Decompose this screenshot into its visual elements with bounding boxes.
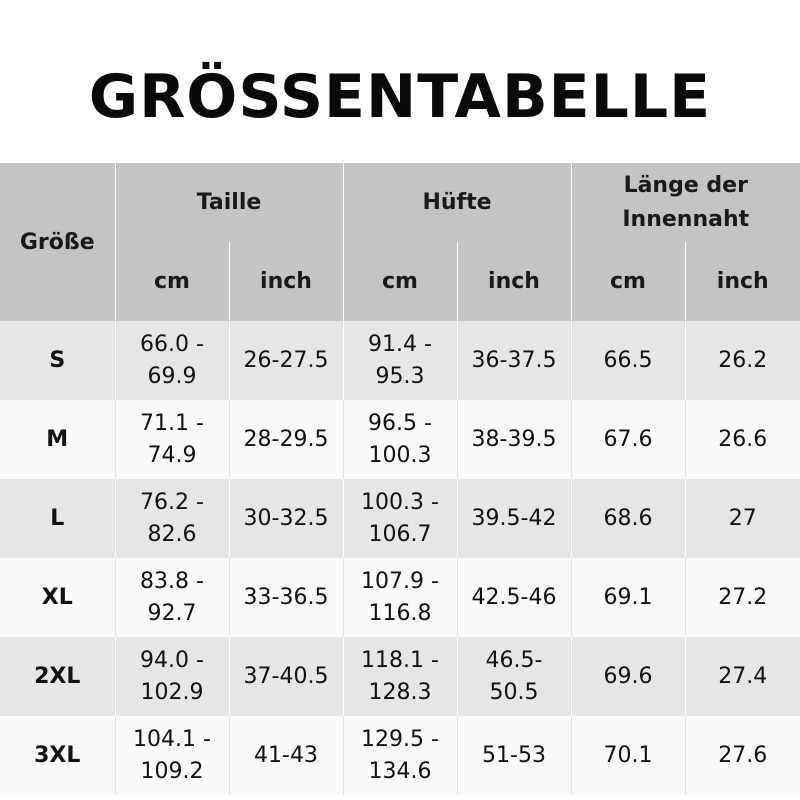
taille-cm-cell: 94.0 - 102.9: [115, 637, 229, 716]
laenge-cm-cell: 68.6: [571, 479, 685, 558]
header-group-label: Taille: [196, 189, 262, 215]
laenge-cm-cell: 69.1: [571, 558, 685, 637]
page-title: GRÖSSENTABELLE: [88, 62, 712, 132]
header-unit: cm: [571, 242, 685, 321]
table-row: [0, 321, 800, 400]
laenge-cm-cell: 66.5: [571, 321, 685, 400]
header-group-label-line2: Innennaht: [622, 206, 750, 232]
size-cell: M: [0, 400, 115, 479]
table-row: [0, 479, 800, 558]
laenge-inch-cell: 27.6: [685, 716, 800, 795]
header-group-laenge: [571, 163, 800, 242]
taille-inch-cell: 30-32.5: [229, 479, 343, 558]
table-row: [0, 637, 800, 716]
huefte-cm-cell: 91.4 - 95.3: [343, 321, 457, 400]
size-cell: 3XL: [0, 716, 115, 795]
laenge-inch-cell: 27.2: [685, 558, 800, 637]
taille-cm-cell: 71.1 - 74.9: [115, 400, 229, 479]
size-cell: S: [0, 321, 115, 400]
header-unit: inch: [457, 242, 571, 321]
table-row: [0, 716, 800, 795]
huefte-cm-cell: 100.3 - 106.7: [343, 479, 457, 558]
size-table: [0, 163, 800, 795]
header-group-label: Hüfte: [422, 189, 492, 215]
header-group-huefte: [343, 163, 571, 242]
huefte-inch-cell: 38-39.5: [457, 400, 571, 479]
huefte-cm-cell: 96.5 - 100.3: [343, 400, 457, 479]
taille-cm-cell: 104.1 - 109.2: [115, 716, 229, 795]
laenge-cm-cell: 67.6: [571, 400, 685, 479]
laenge-inch-cell: 26.2: [685, 321, 800, 400]
taille-cm-cell: 83.8 - 92.7: [115, 558, 229, 637]
size-cell: 2XL: [0, 637, 115, 716]
taille-inch-cell: 33-36.5: [229, 558, 343, 637]
laenge-inch-cell: 27.4: [685, 637, 800, 716]
taille-inch-cell: 28-29.5: [229, 400, 343, 479]
header-unit: inch: [229, 242, 343, 321]
header-group-taille: [115, 163, 343, 242]
laenge-inch-cell: 27: [685, 479, 800, 558]
huefte-cm-cell: 129.5 - 134.6: [343, 716, 457, 795]
laenge-inch-cell: 26.6: [685, 400, 800, 479]
header-unit: cm: [343, 242, 457, 321]
huefte-cm-cell: 107.9 - 116.8: [343, 558, 457, 637]
taille-inch-cell: 26-27.5: [229, 321, 343, 400]
taille-inch-cell: 37-40.5: [229, 637, 343, 716]
taille-cm-cell: 66.0 - 69.9: [115, 321, 229, 400]
table-header: [0, 163, 800, 321]
taille-inch-cell: 41-43: [229, 716, 343, 795]
laenge-cm-cell: 70.1: [571, 716, 685, 795]
size-cell: XL: [0, 558, 115, 637]
header-size: Größe: [0, 163, 115, 321]
huefte-inch-cell: 46.5- 50.5: [457, 637, 571, 716]
table-row: [0, 400, 800, 479]
huefte-cm-cell: 118.1 - 128.3: [343, 637, 457, 716]
huefte-inch-cell: 39.5-42: [457, 479, 571, 558]
table-row: [0, 558, 800, 637]
huefte-inch-cell: 42.5-46: [457, 558, 571, 637]
table-body: [0, 321, 800, 795]
size-cell: L: [0, 479, 115, 558]
header-group-label-line1: Länge der: [623, 172, 748, 198]
huefte-inch-cell: 51-53: [457, 716, 571, 795]
header-unit: inch: [685, 242, 800, 321]
laenge-cm-cell: 69.6: [571, 637, 685, 716]
taille-cm-cell: 76.2 - 82.6: [115, 479, 229, 558]
header-unit: cm: [115, 242, 229, 321]
huefte-inch-cell: 36-37.5: [457, 321, 571, 400]
